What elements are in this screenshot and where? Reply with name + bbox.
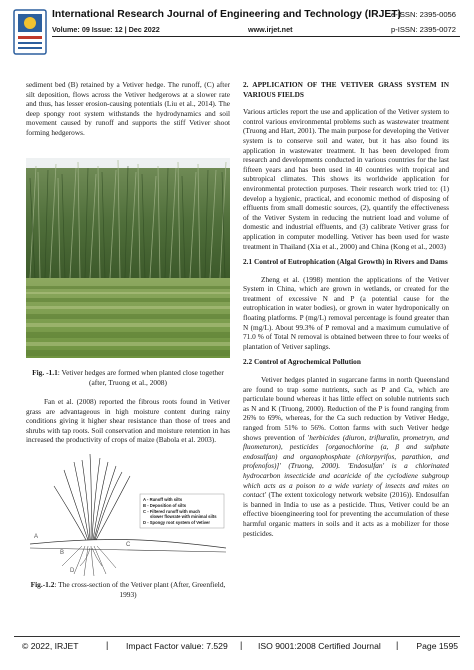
legend-c: C - Filtered runoff with much — [143, 509, 200, 514]
footer-separator: | — [396, 640, 399, 650]
figure-1-2-caption — [26, 580, 230, 600]
section-2-1-paragraph: Zheng et al. (1998) mention the applications of the Vetiver System in China, which are grown in wetlands, or created for the treatment of excessive N and P (a potential cause for the eutrophication in water bodies), or grown in water hydroponically on floating platforms. P (mg/L) removal percentage is found greater than N (mg/L). About 99.3% of P removal and a maximum cumulative of 71.0 % of Total N removal is obtained between three to four weeks of plantation of Vetiver saplings. — [243, 274, 449, 351]
pissn: p-ISSN: 2395-0072 — [390, 25, 456, 34]
diagram-label-d: D — [70, 568, 75, 574]
footer-page-number: Page 1595 — [416, 641, 458, 651]
footer-separator: | — [106, 640, 109, 650]
figure-1-2-text: : The cross-section of the Vetiver plant (After, Greenfield, 1993) — [54, 580, 226, 599]
section-2-2-text-italic: herbicides (diuron, trifluralin, prometryn, and fluometuron), pesticides [organochlorine (a, β and sulphate endosulfan) and organophosphate (chlorpyrifos, parathion, and profenofos)]' (Truong, 2000). 'Endosulfan' is a chlorinated hydrocarbon insecticide and acaricide of the cyclodiene subgroup which acts as a poison to a wide variety of insects and mites on contact' — [243, 432, 449, 500]
figure-1-1-caption — [26, 368, 230, 388]
irjet-logo — [12, 8, 48, 56]
footer-iso: ISO 9001:2008 Certified Journal — [258, 641, 381, 651]
volume-issue: Volume: 09 Issue: 12 | Dec 2022 — [52, 25, 160, 34]
right-column — [243, 80, 449, 544]
vetiver-cross-section-diagram — [30, 452, 226, 576]
section-2-paragraph: Various articles report the use and application of the Vetiver system to control various environmental problems such as wastewater treatment (Truong and Hart, 2001). The main purpose for developing the Vetiver system is to conserve soil and water, but it has also found its application in wastewater treatment. It has been developed from research and developments conducted in various countries for the last fifteen years and has been used in 40 countries with tropical and subtropical climates. This shows its worldwide application for environmental protection purposes. Their research work tried to: (1) develop a hygienic, practical, and economic method of disposing of effluents from small domestic sources, (2), quantify the effectiveness of the Vetiver System in reducing the nutrient load and volume of domestic and industrial effluents, and (3) calibrate Vetiver grass for application in computer modelling. Vetiver has been used for waste treatment in Thailand (Xia et al., 2000) and China (Kong et al., 2003) — [243, 107, 449, 251]
header-divider — [52, 36, 460, 37]
legend-d: D - Spongy root system of Vetiver — [143, 520, 211, 525]
figure-1-1-text: : Vetiver hedges are formed when planted close together (after, Truong et al., 2008) — [57, 368, 224, 387]
journal-title: International Research Journal of Engineering and Technology (IRJET) — [52, 9, 402, 20]
legend-b: B - Deposition of silts — [143, 503, 187, 508]
vetiver-hedge-photo — [26, 158, 230, 358]
section-2-2-title: 2.2 Control of Agrochemical Pollution — [243, 357, 361, 367]
footer-copyright: © 2022, IRJET — [22, 641, 79, 651]
figure-1-1-label: Fig. -1.1 — [32, 368, 58, 377]
legend-a: A - Runoff with silts — [143, 497, 183, 502]
legend-c2: slower flowrate with minimal silts — [150, 514, 217, 519]
footer-separator: | — [240, 640, 243, 650]
footer-impact-factor: Impact Factor value: 7.529 — [126, 641, 228, 651]
diagram-label-b: B — [60, 550, 65, 556]
diagram-label-c: C — [126, 542, 131, 548]
section-2-title: 2. APPLICATION OF THE VETIVER GRASS SYSTEM IN VARIOUS FIELDS — [243, 80, 449, 99]
left-paragraph-1: sediment bed (B) retained by a Vetiver hedge. The runoff, (C) after silt deposition, flows across the Vetiver hedgerows at a slower rate and thus, has lesser erosion-causing potentials (Liu et al., 2014). The deep spongy root system withstands the hydrodynamics and soil movement caused by runoff and supports the stiff Vetiver shoot forming hedgerows. — [26, 80, 230, 137]
section-2-2-paragraph — [243, 375, 449, 538]
left-column — [26, 80, 230, 144]
fan-paragraph: Fan et al. (2008) reported the fibrous roots found in Vetiver grass are advantageous in high moisture content during rainy conditions giving it higher shear resistance than those of trees and shrubs with tap roots. Soil conservation and moisture retention in has increased the productivity of crops of maize (Babola et al. 2003). — [26, 397, 230, 445]
left-paragraph-2 — [26, 397, 230, 445]
journal-header — [0, 0, 474, 62]
eissn: e-ISSN: 2395-0056 — [390, 10, 456, 19]
journal-website[interactable]: www.irjet.net — [248, 25, 293, 34]
section-2-1-title: 2.1 Control of Eutrophication (Algal Growth) in Rivers and Dams — [243, 257, 448, 267]
section-2-2-text-a: Vetiver hedges planted in sugarcane farms in north Queensland are found to trap some nutrients, such as P and Ca, which are particulate bound whereas it has little effect on soluble nutrients such as N and K (Truong, 2000). Reduction of the P is found ranging from 26% to 69%, whereas, for the Ca such reduction by Vetiver Hedge, ranged from 51% to 56%. Cotton farms with such Vetiver hedge shows prevention of ' — [243, 375, 449, 442]
section-2-2-text-c: (The extent toxicology network website (2016)). Endosulfan is banned in India to use as a pesticide. Thus, Vetiver could be an effective bioengineering tool for preventing the accumulation of these harmful organic matters in soils and it acts as a mobilizer for those pesticides. — [243, 490, 449, 538]
diagram-label-a: A — [34, 534, 39, 540]
figure-1-2-label: Fig.-1.2 — [30, 580, 55, 589]
footer-divider — [14, 636, 460, 637]
